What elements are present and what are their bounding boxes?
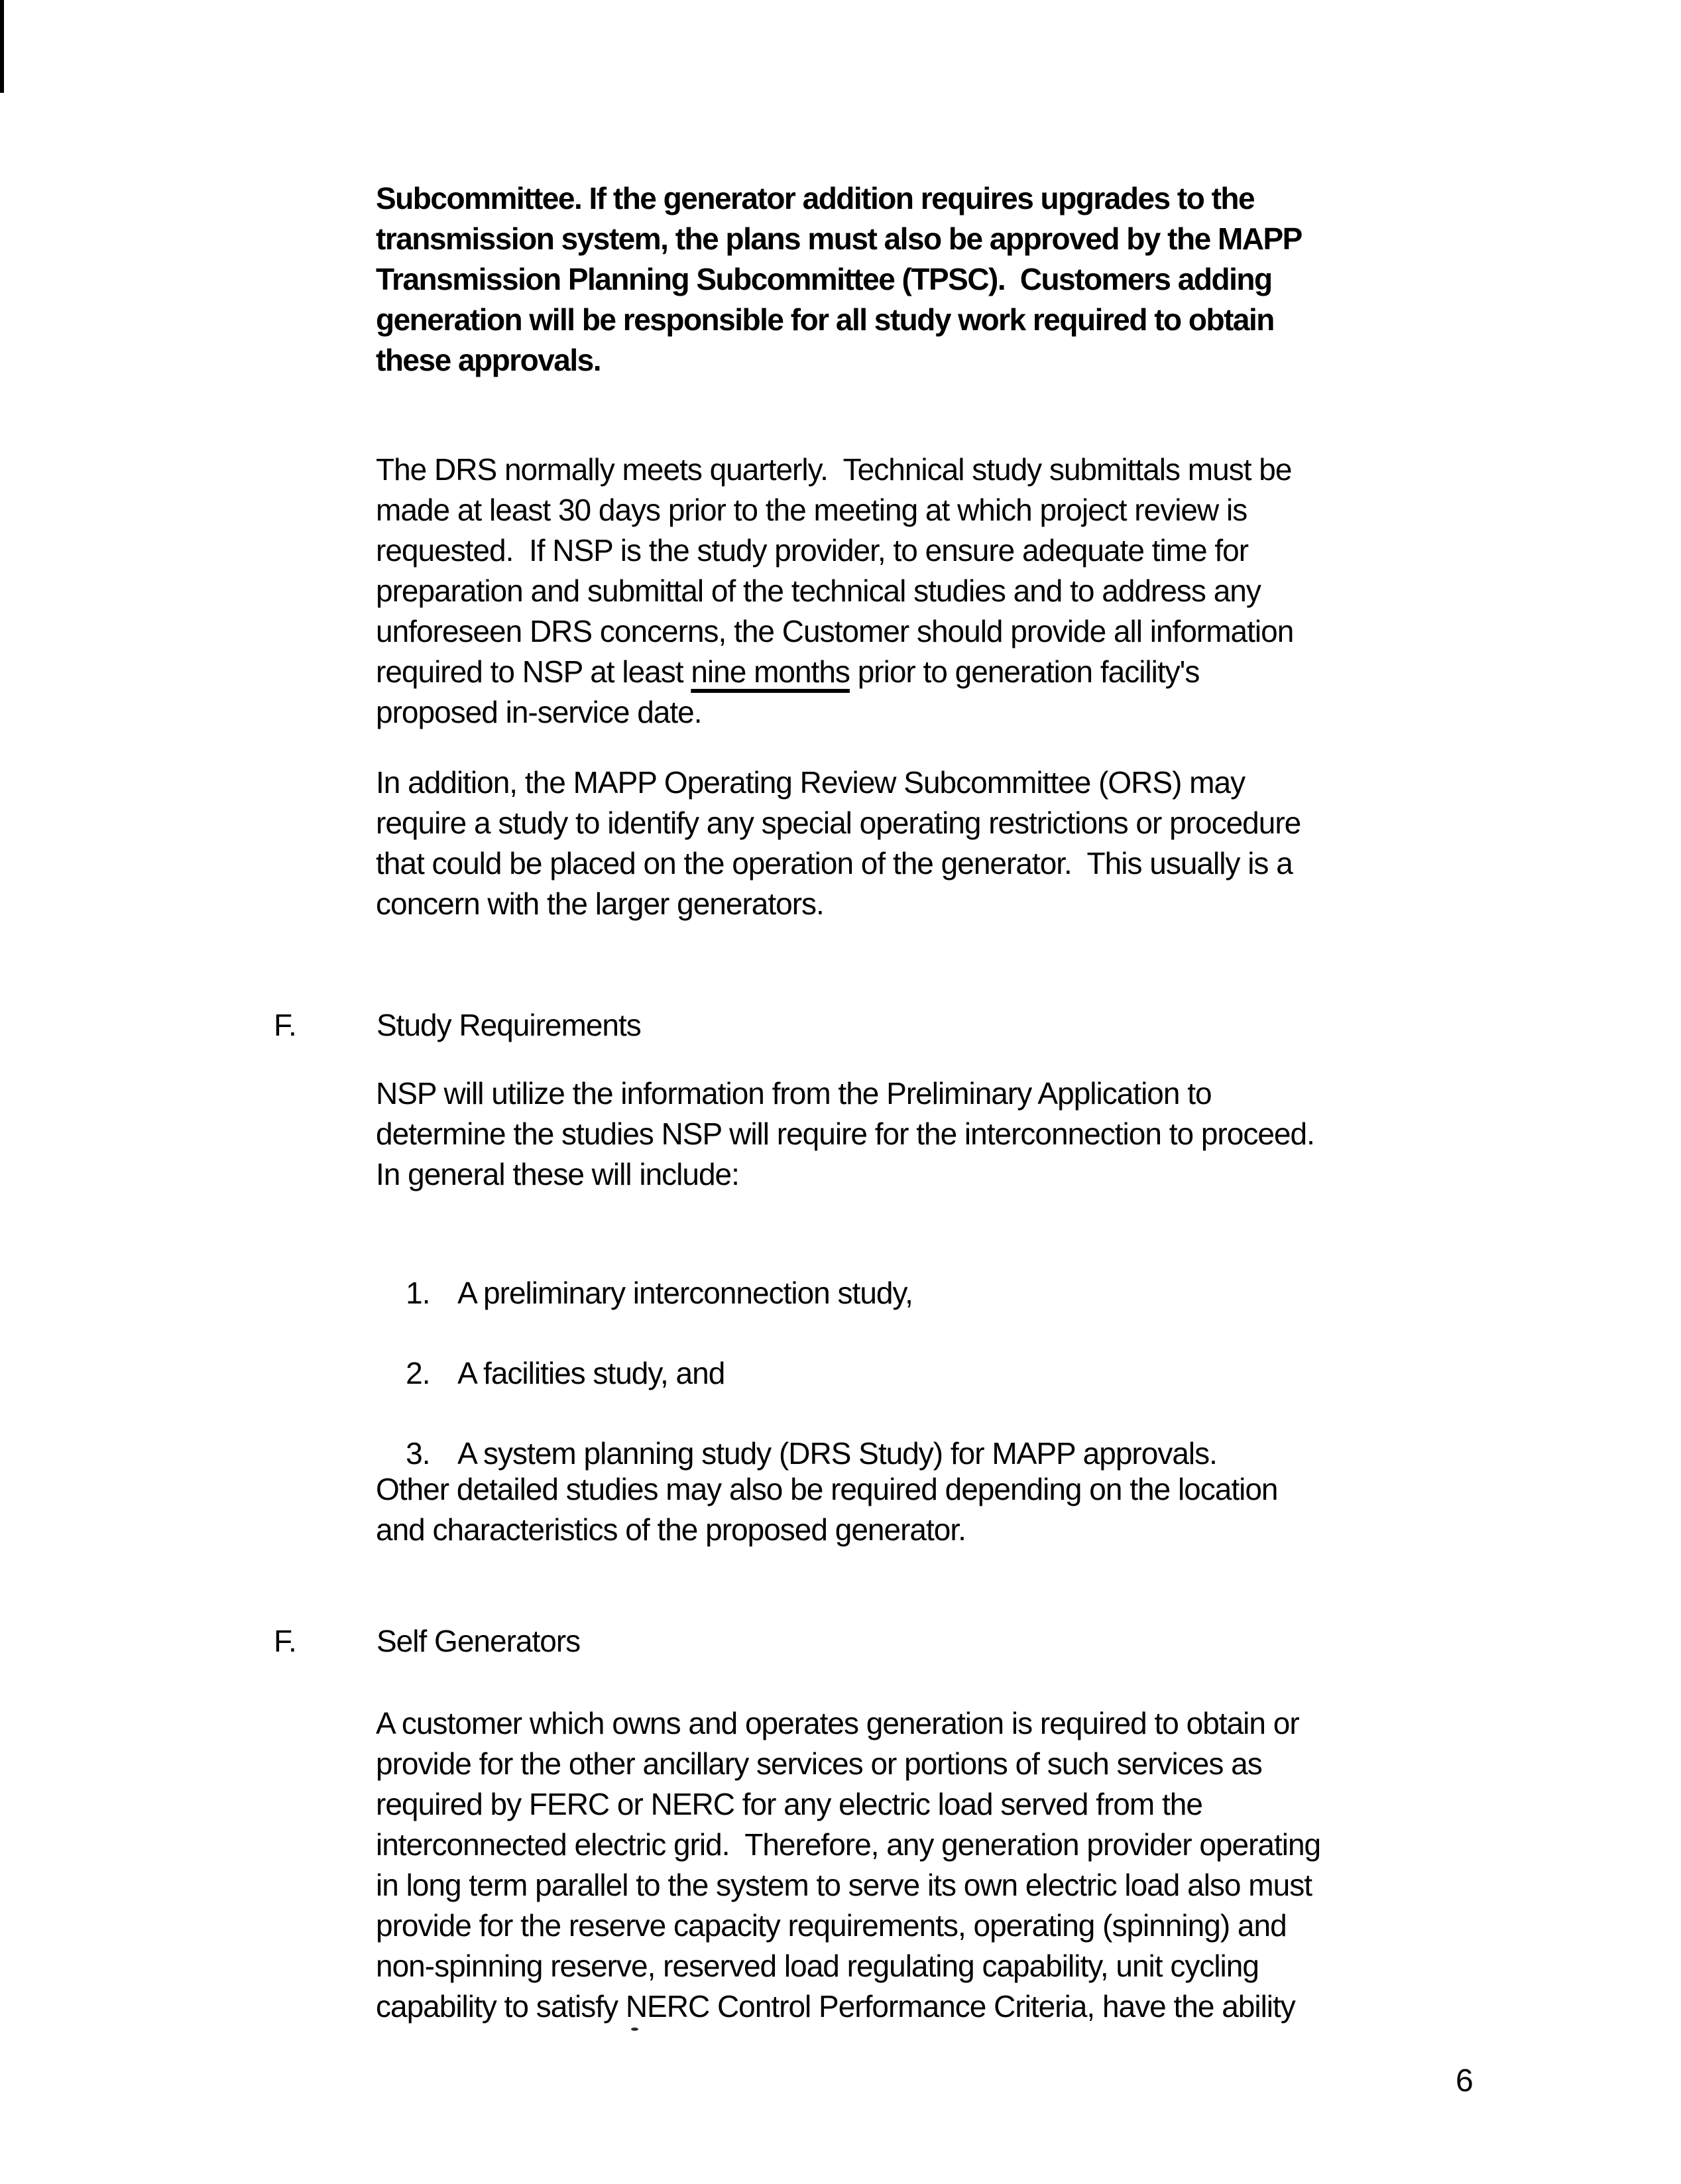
- section-letter: F.: [274, 1008, 296, 1042]
- list-item-3: [375, 1393, 1541, 1471]
- text-line: The DRS normally meets quarterly. Technical study submittals must be: [376, 452, 1292, 487]
- list-text: A system planning study (DRS Study) for MAPP approvals.: [457, 1436, 1217, 1471]
- underlined-text: nine months: [691, 654, 850, 689]
- text-line: concern with the larger generators.: [376, 886, 824, 921]
- list-item-2: [375, 1313, 1541, 1390]
- text-segment: prior to generation facility's: [849, 654, 1200, 689]
- text-line: NSP will utilize the information from the Preliminary Application to: [376, 1076, 1212, 1111]
- paragraph-study-intro: [376, 1073, 1542, 1195]
- text-line: In general these will include:: [376, 1157, 739, 1191]
- text-line: Other detailed studies may also be required depending on the location: [376, 1472, 1278, 1506]
- text-line: In addition, the MAPP Operating Review Subcommittee (ORS) may: [376, 765, 1246, 800]
- paragraph-other-studies: [376, 1469, 1542, 1550]
- section-title: Study Requirements: [377, 1008, 641, 1042]
- text-line: provide for the reserve capacity requirements, operating (spinning) and: [376, 1908, 1287, 1943]
- paragraph-ors: [376, 762, 1542, 924]
- text-line: and characteristics of the proposed generator.: [376, 1512, 966, 1547]
- list-item-1: [375, 1233, 1541, 1310]
- section-heading-study-requirements: [0, 1005, 1681, 1046]
- list-number: 1.: [406, 1276, 430, 1310]
- text-segment: required to NSP at least: [376, 654, 691, 689]
- text-line: determine the studies NSP will require for the interconnection to proceed.: [376, 1117, 1314, 1151]
- list-number: 3.: [406, 1436, 430, 1471]
- list-number: 2.: [406, 1356, 430, 1390]
- paragraph-self-generators: [376, 1703, 1542, 2027]
- scan-artifact-dot: [631, 2028, 638, 2031]
- section-heading-self-generators: [0, 1621, 1681, 1662]
- section-letter: F.: [274, 1624, 296, 1658]
- text-line: Subcommittee. If the generator addition requires upgrades to the: [376, 181, 1255, 215]
- text-line: required by FERC or NERC for any electric load served from the: [376, 1787, 1202, 1821]
- text-line-with-underline: [376, 652, 1542, 692]
- text-line: proposed in-service date.: [376, 695, 702, 729]
- text-line: require a study to identify any special operating restrictions or procedure: [376, 806, 1301, 840]
- text-line: interconnected electric grid. Therefore, any generation provider operating: [376, 1827, 1321, 1862]
- text-line: in long term parallel to the system to serve its own electric load also must: [376, 1868, 1312, 1902]
- text-line: provide for the other ancillary services or portions of such services as: [376, 1746, 1262, 1781]
- text-line: Transmission Planning Subcommittee (TPSC). Customers adding: [376, 262, 1272, 296]
- page-number: 6: [1456, 2063, 1473, 2098]
- list-text: A facilities study, and: [457, 1356, 725, 1390]
- text-line: A customer which owns and operates generation is required to obtain or: [376, 1706, 1299, 1740]
- text-line: preparation and submittal of the technical studies and to address any: [376, 574, 1261, 608]
- section-title: Self Generators: [377, 1624, 581, 1658]
- text-line: these approvals.: [376, 343, 601, 377]
- text-line: transmission system, the plans must also be approved by the MAPP: [376, 221, 1302, 256]
- paragraph-subcommittee: [376, 178, 1542, 381]
- paragraph-drs-meetings: [376, 450, 1542, 733]
- text-line: requested. If NSP is the study provider, to ensure adequate time for: [376, 533, 1249, 568]
- text-line: generation will be responsible for all study work required to obtain: [376, 302, 1274, 337]
- scan-artifact-bar: [0, 0, 4, 93]
- text-line: that could be placed on the operation of the generator. This usually is a: [376, 846, 1293, 880]
- text-line: made at least 30 days prior to the meeting at which project review is: [376, 493, 1247, 527]
- list-text: A preliminary interconnection study,: [457, 1276, 913, 1310]
- text-line: unforeseen DRS concerns, the Customer should provide all information: [376, 614, 1294, 648]
- text-line: non-spinning reserve, reserved load regulating capability, unit cycling: [376, 1949, 1259, 1983]
- text-line: capability to satisfy NERC Control Performance Criteria, have the ability: [376, 1989, 1295, 2024]
